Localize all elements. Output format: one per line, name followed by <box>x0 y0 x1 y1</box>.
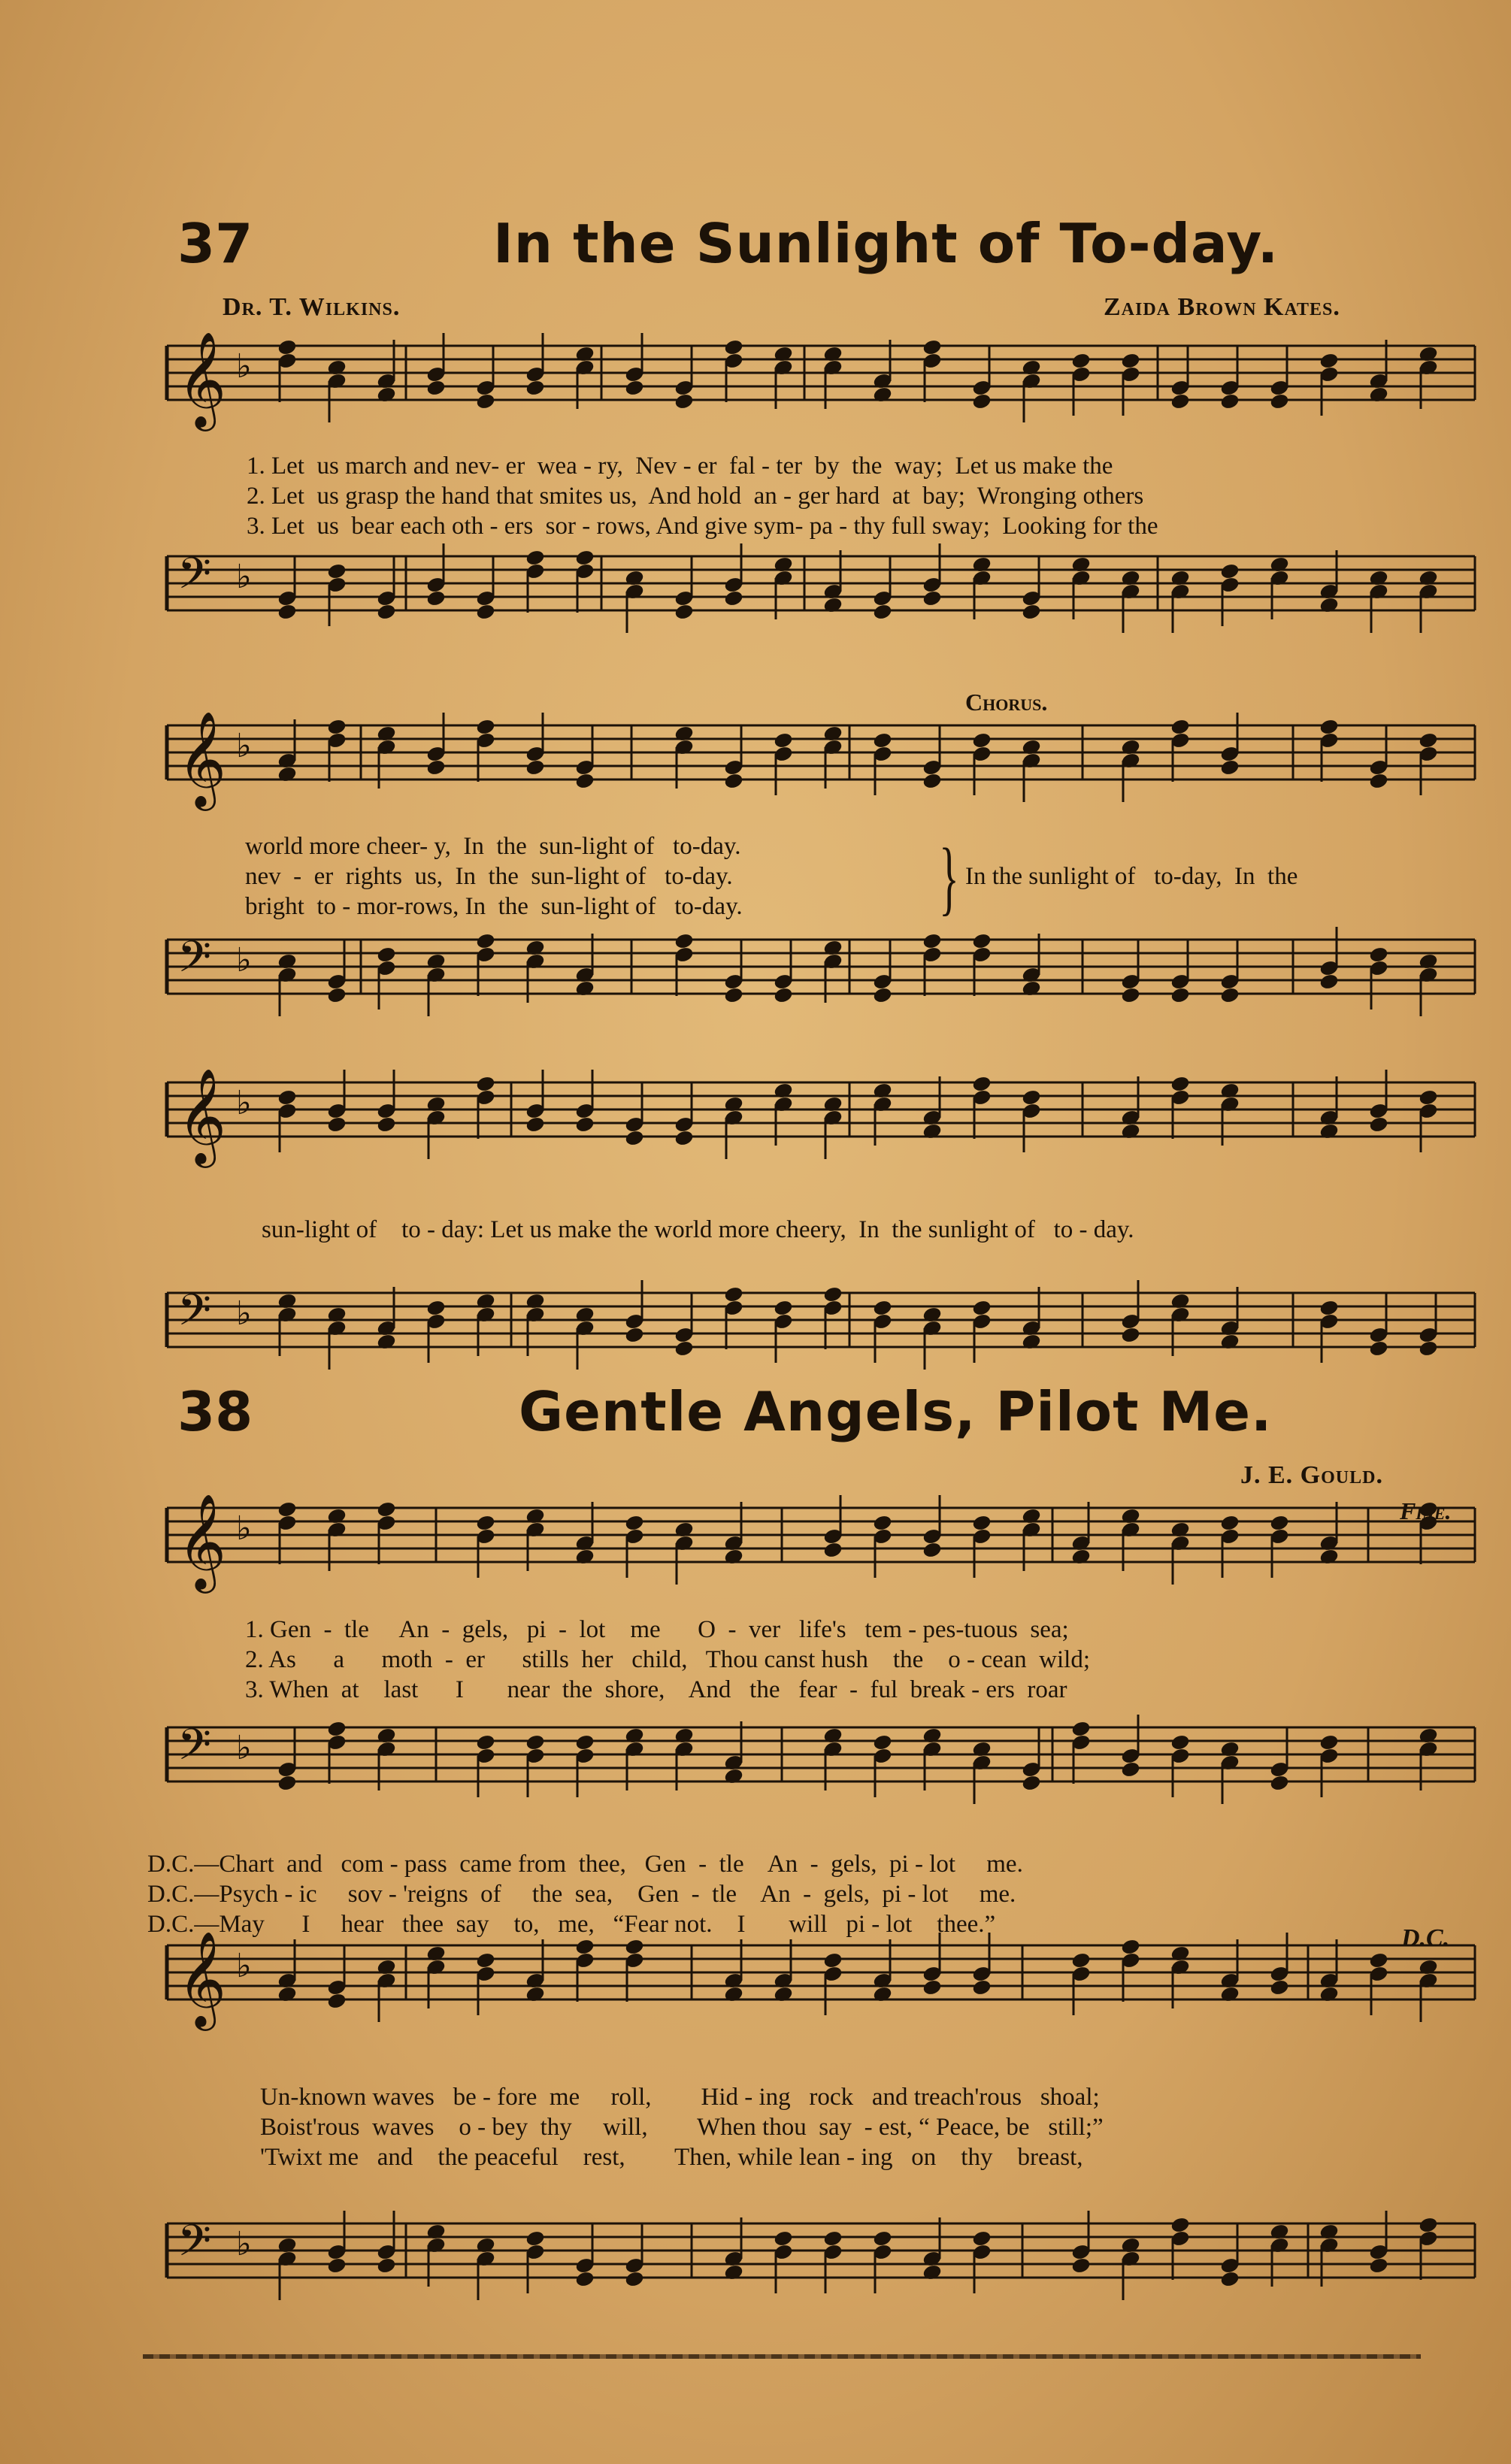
note-head <box>277 1775 297 1792</box>
note-head <box>1220 393 1240 410</box>
hymn-37-chorus-label: Chorus. <box>965 689 1048 716</box>
note-head <box>1419 1089 1438 1106</box>
note-head <box>873 1300 892 1317</box>
note-head <box>823 1542 843 1559</box>
note-head <box>426 590 446 607</box>
hymn-38-system2-line-1: Un-known waves be - fore me roll, Hid - ing rock and treach'rous shoal; <box>260 2084 1100 2111</box>
note-head <box>972 1515 992 1532</box>
note-head <box>1369 946 1388 964</box>
note-head <box>774 2230 793 2248</box>
note-head <box>327 1116 347 1134</box>
note-head <box>277 1089 297 1106</box>
treble-clef-icon: 𝄞 <box>177 1930 227 2027</box>
bass-clef-icon: 𝄢 <box>177 931 212 993</box>
hymn-37-verse-2: 2. Let us grasp the hand that smites us, And hold an - ger hard at bay; Wronging others <box>247 483 1144 510</box>
hymn-37-number: 37 <box>177 212 253 275</box>
note-head <box>377 1116 396 1134</box>
flat-icon: ♭ <box>236 1729 252 1767</box>
note-head <box>922 1979 942 1996</box>
note-head <box>972 1076 992 1093</box>
hymn-37-system2-line-1: world more cheer- y, In the sun-light of to-day. <box>245 833 741 860</box>
note-head <box>525 1116 545 1134</box>
flat-icon: ♭ <box>236 347 252 386</box>
flat-icon: ♭ <box>236 1509 252 1548</box>
note-head <box>476 933 495 950</box>
note-head <box>575 1939 595 1956</box>
note-head <box>1220 2271 1240 2288</box>
note-head <box>327 2257 347 2275</box>
note-head <box>625 380 644 397</box>
hymn-38-title: Gentle Angels, Pilot Me. <box>519 1380 1273 1443</box>
note-head <box>525 1734 545 1751</box>
note-head <box>674 393 694 410</box>
note-head <box>972 1300 992 1317</box>
note-head <box>575 1116 595 1134</box>
note-head <box>1319 973 1339 991</box>
note-head <box>922 339 942 356</box>
note-head <box>1170 2217 1190 2234</box>
note-head <box>1319 1300 1339 1317</box>
hymn-37-title: In the Sunlight of To-day. <box>493 212 1279 275</box>
note-head <box>922 773 942 790</box>
note-head <box>1369 1116 1388 1134</box>
flat-icon: ♭ <box>236 941 252 979</box>
note-head <box>774 732 793 749</box>
note-head <box>327 1721 347 1738</box>
note-head <box>972 933 992 950</box>
bass-clef-icon: 𝄢 <box>177 1719 212 1781</box>
note-head <box>575 549 595 567</box>
note-head <box>1369 1340 1388 1358</box>
note-head <box>1022 1089 1041 1106</box>
bass-clef-icon: 𝄢 <box>177 548 212 610</box>
note-head <box>525 549 545 567</box>
bass-clef-icon: 𝄢 <box>177 1285 212 1346</box>
note-head <box>972 2230 992 2248</box>
note-head <box>525 2230 545 2248</box>
note-head <box>873 1734 892 1751</box>
note-head <box>625 1515 644 1532</box>
note-head <box>724 773 743 790</box>
note-head <box>625 1327 644 1344</box>
note-head <box>625 1939 644 1956</box>
bass-clef-icon: 𝄢 <box>177 2215 212 2277</box>
note-head <box>922 590 942 607</box>
note-head <box>1220 1515 1240 1532</box>
note-head <box>774 1300 793 1317</box>
flat-icon: ♭ <box>236 1947 252 1985</box>
note-head <box>823 1952 843 1969</box>
note-head <box>377 1501 396 1518</box>
hymn-37-verse-3: 3. Let us bear each oth - ers sor - rows, And give sym- pa - thy full sway; Looking for the <box>247 513 1158 540</box>
note-head <box>922 933 942 950</box>
hymn-37-chorus-line-1: In the sunlight of to-day, In the <box>965 863 1298 890</box>
note-head <box>277 339 297 356</box>
note-head <box>1170 1076 1190 1093</box>
note-head <box>476 393 495 410</box>
note-head <box>1319 719 1339 736</box>
note-head <box>1319 353 1339 370</box>
note-head <box>575 2271 595 2288</box>
flat-icon: ♭ <box>236 1084 252 1122</box>
hymn-38-number: 38 <box>177 1380 253 1443</box>
note-head <box>476 604 495 621</box>
note-head <box>922 1542 942 1559</box>
note-head <box>823 1286 843 1303</box>
hymn-37-system2-line-3: bright to - mor-rows, In the sun-light of to-day. <box>245 893 743 920</box>
note-head <box>327 719 347 736</box>
note-head <box>1220 563 1240 580</box>
note-head <box>1270 1979 1289 1996</box>
note-head <box>1220 987 1240 1004</box>
flat-icon: ♭ <box>236 558 252 596</box>
note-head <box>1419 1340 1438 1358</box>
note-head <box>1071 2257 1091 2275</box>
note-head <box>1121 1327 1140 1344</box>
note-head <box>575 1734 595 1751</box>
note-head <box>327 1993 347 2010</box>
note-head <box>625 1130 644 1147</box>
flat-icon: ♭ <box>236 1294 252 1333</box>
note-head <box>873 987 892 1004</box>
flat-icon: ♭ <box>236 727 252 765</box>
note-head <box>774 987 793 1004</box>
hymn-37-composer: Dr. T. Wilkins. <box>223 293 401 321</box>
note-head <box>1071 1721 1091 1738</box>
note-head <box>1369 1952 1388 1969</box>
note-head <box>377 2257 396 2275</box>
hymn-38-system2-line-2: Boist'rous waves o - bey thy will, When thou say - est, “ Peace, be still;” <box>260 2114 1104 2141</box>
note-head <box>426 1300 446 1317</box>
note-head <box>1270 393 1289 410</box>
note-head <box>873 604 892 621</box>
hymn-38-dc-label: D.C. <box>1401 1924 1450 1952</box>
note-head <box>476 719 495 736</box>
note-head <box>873 732 892 749</box>
hymn-38-composer: J. E. Gould. <box>1240 1461 1383 1489</box>
note-head <box>377 946 396 964</box>
bottom-rule <box>143 2354 1421 2359</box>
treble-clef-icon: 𝄞 <box>177 710 227 807</box>
note-head <box>724 1286 743 1303</box>
note-head <box>1071 1952 1091 1969</box>
note-head <box>327 563 347 580</box>
hymn-38-verse-3: 3. When at last I near the shore, And the fear - ful break - ers roar <box>245 1676 1067 1703</box>
note-head <box>525 380 545 397</box>
note-head <box>724 987 743 1004</box>
note-head <box>1121 987 1140 1004</box>
note-head <box>1220 759 1240 776</box>
note-head <box>674 1130 694 1147</box>
hymn-38-dc-line-2: D.C.—Psych - ic sov - 'reigns of the sea, Gen - tle An - gels, pi - lot me. <box>147 1881 1016 1908</box>
hymn-38-dc-line-3: D.C.—May I hear thee say to, me, “Fear not. I will pi - lot thee.” <box>147 1911 996 1938</box>
note-head <box>1369 2257 1388 2275</box>
treble-clef-icon: 𝄞 <box>177 1493 227 1589</box>
note-head <box>277 1501 297 1518</box>
note-head <box>1022 604 1041 621</box>
note-head <box>873 1515 892 1532</box>
verse-brace: } <box>939 831 959 923</box>
note-head <box>674 604 694 621</box>
note-head <box>476 1952 495 1969</box>
note-head <box>1270 1775 1289 1792</box>
treble-clef-icon: 𝄞 <box>177 331 227 427</box>
note-head <box>377 604 396 621</box>
note-head <box>1170 1734 1190 1751</box>
note-head <box>674 1340 694 1358</box>
note-head <box>1170 719 1190 736</box>
note-head <box>327 987 347 1004</box>
note-head <box>1170 393 1190 410</box>
note-head <box>625 2271 644 2288</box>
note-head <box>1170 987 1190 1004</box>
note-head <box>1022 1775 1041 1792</box>
hymn-37-verse-1: 1. Let us march and nev- er wea - ry, Nev - er fal - ter by the way; Let us make the <box>247 453 1113 480</box>
hymn-38-fine-label: Fine. <box>1400 1497 1452 1524</box>
note-head <box>1419 2217 1438 2234</box>
note-head <box>1121 1939 1140 1956</box>
note-head <box>972 732 992 749</box>
hymn-37-system2-line-2: nev - er rights us, In the sun-light of to-day. <box>245 863 733 890</box>
note-head <box>873 2230 892 2248</box>
note-head <box>1121 1761 1140 1778</box>
note-head <box>476 1515 495 1532</box>
note-head <box>426 759 446 776</box>
note-head <box>277 604 297 621</box>
note-head <box>674 933 694 950</box>
note-head <box>1419 732 1438 749</box>
hymn-38-verse-1: 1. Gen - tle An - gels, pi - lot me O - ver life's tem - pes-tuous sea; <box>245 1616 1069 1643</box>
note-head <box>823 2230 843 2248</box>
flat-icon: ♭ <box>236 2225 252 2263</box>
note-head <box>575 773 595 790</box>
note-head <box>972 1979 992 1996</box>
hymn-38-dc-line-1: D.C.—Chart and com - pass came from thee, Gen - tle An - gels, pi - lot me. <box>147 1851 1023 1878</box>
note-head <box>476 1076 495 1093</box>
note-head <box>1369 773 1388 790</box>
note-head <box>426 380 446 397</box>
treble-clef-icon: 𝄞 <box>177 1067 227 1164</box>
hymn-37-chorus-line-2: sun-light of to - day: Let us make the world more cheery, In the sunlight of to - day. <box>262 1216 1134 1243</box>
note-head <box>1121 353 1140 370</box>
note-head <box>1071 353 1091 370</box>
note-head <box>724 590 743 607</box>
note-head <box>724 339 743 356</box>
note-head <box>525 759 545 776</box>
hymn-38-system2-line-3: 'Twixt me and the peaceful rest, Then, while lean - ing on thy breast, <box>260 2144 1083 2171</box>
hymn-37-lyricist: Zaida Brown Kates. <box>1104 293 1340 321</box>
note-head <box>1270 1515 1289 1532</box>
note-head <box>972 393 992 410</box>
note-head <box>476 1734 495 1751</box>
hymn-38-verse-2: 2. As a moth - er stills her child, Thou canst hush the o - cean wild; <box>245 1646 1090 1673</box>
note-head <box>1319 1734 1339 1751</box>
